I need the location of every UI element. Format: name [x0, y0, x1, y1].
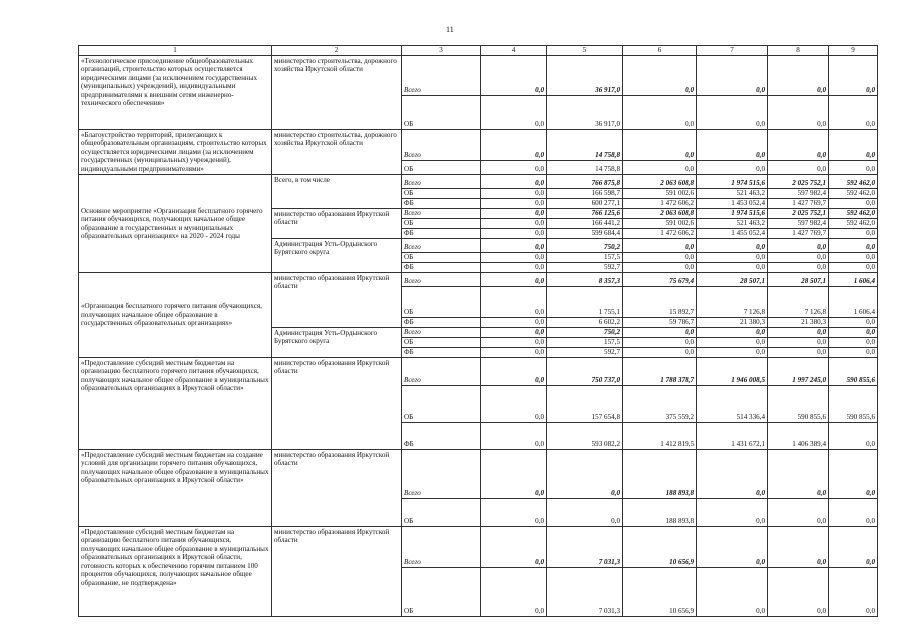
- amount-cell: 592,7: [547, 347, 623, 357]
- amount-cell: 28 507,1: [768, 272, 829, 286]
- column-number: 2: [272, 46, 402, 56]
- amount-cell: 0,0: [829, 55, 878, 95]
- amount-cell: 1 406 389,4: [768, 422, 829, 449]
- amount-cell: 0,0: [768, 262, 829, 272]
- executor-name: Всего, в том числе: [272, 174, 402, 208]
- amount-cell: 7 031,3: [547, 526, 623, 567]
- executor-name: министерство строительства, дорожного хозяйства Иркутской области: [272, 55, 402, 129]
- amount-cell: 2 063 608,8: [623, 174, 697, 188]
- amount-cell: 0,0: [768, 252, 829, 262]
- amount-cell: 157,5: [547, 337, 623, 347]
- funding-source: Всего: [402, 272, 481, 286]
- amount-cell: 590 855,6: [829, 357, 878, 385]
- amount-cell: 0,0: [697, 327, 768, 337]
- table-row: [79, 55, 878, 95]
- amount-cell: 0,0: [829, 498, 878, 526]
- amount-cell: 0,0: [481, 357, 547, 385]
- amount-cell: 0,0: [829, 337, 878, 347]
- amount-cell: 0,0: [697, 129, 768, 160]
- amount-cell: 75 679,4: [623, 272, 697, 286]
- amount-cell: 0,0: [768, 526, 829, 567]
- table-row: [79, 357, 878, 385]
- column-number: 3: [402, 46, 481, 56]
- amount-cell: 0,0: [481, 526, 547, 567]
- column-number: 7: [697, 46, 768, 56]
- amount-cell: 1 974 515,6: [697, 208, 768, 218]
- table-row: [79, 129, 878, 160]
- amount-cell: 0,0: [697, 238, 768, 252]
- amount-cell: 0,0: [768, 327, 829, 337]
- amount-cell: 593 082,2: [547, 422, 623, 449]
- amount-cell: 597 982,4: [768, 188, 829, 198]
- amount-cell: 166 441,2: [547, 218, 623, 228]
- amount-cell: 0,0: [623, 337, 697, 347]
- amount-cell: 21 380,3: [697, 317, 768, 327]
- amount-cell: 0,0: [481, 422, 547, 449]
- amount-cell: 188 893,8: [623, 449, 697, 498]
- amount-cell: 10 656,9: [623, 526, 697, 567]
- column-number: 1: [79, 46, 272, 56]
- amount-cell: 0,0: [768, 567, 829, 616]
- amount-cell: 14 758,8: [547, 160, 623, 174]
- amount-cell: 0,0: [481, 95, 547, 129]
- executor-name: министерство образования Иркутской области: [272, 526, 402, 616]
- amount-cell: 7 126,8: [768, 286, 829, 317]
- funding-source: ОБ: [402, 160, 481, 174]
- amount-cell: 0,0: [481, 567, 547, 616]
- amount-cell: 0,0: [481, 337, 547, 347]
- amount-cell: 0,0: [481, 347, 547, 357]
- funding-source: Всего: [402, 208, 481, 218]
- amount-cell: 0,0: [768, 129, 829, 160]
- amount-cell: 1 472 606,2: [623, 228, 697, 238]
- amount-cell: 1 946 008,5: [697, 357, 768, 385]
- amount-cell: 0,0: [623, 95, 697, 129]
- amount-cell: 590 855,6: [768, 385, 829, 422]
- table-row: [79, 174, 878, 188]
- amount-cell: 0,0: [829, 317, 878, 327]
- amount-cell: 0,0: [623, 347, 697, 357]
- amount-cell: 0,0: [829, 526, 878, 567]
- amount-cell: 0,0: [481, 449, 547, 498]
- amount-cell: 0,0: [481, 55, 547, 95]
- column-number: 8: [768, 46, 829, 56]
- amount-cell: 1 431 672,1: [697, 422, 768, 449]
- amount-cell: 0,0: [829, 129, 878, 160]
- amount-cell: 1 606,4: [829, 286, 878, 317]
- amount-cell: 1 755,1: [547, 286, 623, 317]
- funding-source: ФБ: [402, 347, 481, 357]
- amount-cell: 157,5: [547, 252, 623, 262]
- funding-source: ОБ: [402, 498, 481, 526]
- funding-source: ФБ: [402, 262, 481, 272]
- amount-cell: 597 982,4: [768, 218, 829, 228]
- amount-cell: 0,0: [481, 498, 547, 526]
- executor-name: Администрация Усть-Ордынского Бурятского округа: [272, 327, 402, 357]
- measure-name: «Благоустройство территорий, прилегающих к общеобразовательным организациям, строительство которых осуществляется юридическими лицами (за исключением государственных (муниципальных) учреждений), индивидуальными предпринимателями»: [79, 129, 272, 174]
- amount-cell: 0,0: [481, 198, 547, 208]
- amount-cell: 514 336,4: [697, 385, 768, 422]
- funding-source: Всего: [402, 327, 481, 337]
- executor-name: министерство образования Иркутской области: [272, 449, 402, 526]
- amount-cell: 0,0: [547, 449, 623, 498]
- amount-cell: 7 031,3: [547, 567, 623, 616]
- amount-cell: 8 357,3: [547, 272, 623, 286]
- amount-cell: 766 875,8: [547, 174, 623, 188]
- amount-cell: 59 786,7: [623, 317, 697, 327]
- funding-source: ОБ: [402, 252, 481, 262]
- measure-name: «Организация бесплатного горячего питания обучающихся, получающих начальное общее образование в государственных образовательных организациях»: [79, 272, 272, 357]
- amount-cell: 599 684,4: [547, 228, 623, 238]
- amount-cell: 0,0: [623, 160, 697, 174]
- amount-cell: 591 002,6: [623, 188, 697, 198]
- funding-source: ФБ: [402, 228, 481, 238]
- amount-cell: 0,0: [697, 262, 768, 272]
- funding-source: ФБ: [402, 198, 481, 208]
- amount-cell: 0,0: [623, 55, 697, 95]
- amount-cell: 166 598,7: [547, 188, 623, 198]
- amount-cell: 0,0: [697, 567, 768, 616]
- table-row: [79, 272, 878, 286]
- amount-cell: 375 559,2: [623, 385, 697, 422]
- amount-cell: 0,0: [623, 327, 697, 337]
- column-number: 5: [547, 46, 623, 56]
- amount-cell: 0,0: [623, 262, 697, 272]
- amount-cell: 188 893,8: [623, 498, 697, 526]
- amount-cell: 2 063 608,8: [623, 208, 697, 218]
- amount-cell: 0,0: [481, 272, 547, 286]
- amount-cell: 15 892,7: [623, 286, 697, 317]
- amount-cell: 1 455 052,4: [697, 228, 768, 238]
- amount-cell: 0,0: [481, 160, 547, 174]
- amount-cell: 0,0: [481, 208, 547, 218]
- amount-cell: 0,0: [829, 567, 878, 616]
- amount-cell: 0,0: [829, 422, 878, 449]
- amount-cell: 0,0: [697, 498, 768, 526]
- funding-source: ОБ: [402, 567, 481, 616]
- amount-cell: 0,0: [829, 95, 878, 129]
- amount-cell: 0,0: [481, 286, 547, 317]
- amount-cell: 2 025 752,1: [768, 208, 829, 218]
- amount-cell: 0,0: [481, 327, 547, 337]
- funding-source: Всего: [402, 357, 481, 385]
- executor-name: министерство образования Иркутской области: [272, 357, 402, 449]
- executor-name: министерство образования Иркутской области: [272, 272, 402, 327]
- amount-cell: 591 002,6: [623, 218, 697, 228]
- amount-cell: 592 462,0: [829, 188, 878, 198]
- amount-cell: 0,0: [481, 129, 547, 160]
- funding-source: Всего: [402, 526, 481, 567]
- amount-cell: 1 427 769,7: [768, 228, 829, 238]
- amount-cell: 36 917,0: [547, 55, 623, 95]
- amount-cell: 0,0: [829, 449, 878, 498]
- amount-cell: 0,0: [481, 238, 547, 252]
- amount-cell: 0,0: [481, 252, 547, 262]
- amount-cell: 0,0: [829, 327, 878, 337]
- amount-cell: 0,0: [697, 526, 768, 567]
- amount-cell: 21 380,3: [768, 317, 829, 327]
- amount-cell: 1 606,4: [829, 272, 878, 286]
- amount-cell: 0,0: [623, 252, 697, 262]
- amount-cell: 0,0: [623, 238, 697, 252]
- funding-source: ФБ: [402, 422, 481, 449]
- amount-cell: 0,0: [768, 449, 829, 498]
- amount-cell: 0,0: [829, 262, 878, 272]
- amount-cell: 0,0: [697, 252, 768, 262]
- amount-cell: 1 412 819,5: [623, 422, 697, 449]
- amount-cell: 1 472 606,2: [623, 198, 697, 208]
- amount-cell: 0,0: [768, 160, 829, 174]
- table-row: [79, 449, 878, 498]
- amount-cell: 0,0: [481, 228, 547, 238]
- amount-cell: 1 974 515,6: [697, 174, 768, 188]
- amount-cell: 0,0: [768, 55, 829, 95]
- amount-cell: 0,0: [697, 160, 768, 174]
- amount-cell: 592,7: [547, 262, 623, 272]
- amount-cell: 1 788 378,7: [623, 357, 697, 385]
- funding-source: ОБ: [402, 286, 481, 317]
- amount-cell: 0,0: [481, 262, 547, 272]
- amount-cell: 2 025 752,1: [768, 174, 829, 188]
- amount-cell: 750,2: [547, 327, 623, 337]
- amount-cell: 592 462,0: [829, 208, 878, 218]
- amount-cell: 0,0: [829, 198, 878, 208]
- measure-name: «Предоставление субсидий местным бюджетам на организацию бесплатного горячего питания обучающихся, получающих начальное общее образование в муниципальных образовательных организациях в Иркутской области»: [79, 357, 272, 449]
- amount-cell: 6 602,2: [547, 317, 623, 327]
- funding-source: ОБ: [402, 95, 481, 129]
- amount-cell: 750,2: [547, 238, 623, 252]
- amount-cell: 0,0: [829, 238, 878, 252]
- amount-cell: 0,0: [547, 498, 623, 526]
- measure-name: «Предоставление субсидий местным бюджетам на организацию бесплатного питания обучающихся, получающих начальное общее образование в муниципальных образовательных организациях в Иркутской области, готовность которых к обеспечению горячим питанием 100 процентов обучающихся, получающих начальное общее образование, не подтверждена»: [79, 526, 272, 616]
- amount-cell: 0,0: [768, 337, 829, 347]
- amount-cell: 0,0: [829, 252, 878, 262]
- amount-cell: 592 462,0: [829, 174, 878, 188]
- amount-cell: 600 277,1: [547, 198, 623, 208]
- column-number: 6: [623, 46, 697, 56]
- amount-cell: 0,0: [481, 385, 547, 422]
- funding-source: ОБ: [402, 218, 481, 228]
- amount-cell: 0,0: [481, 218, 547, 228]
- amount-cell: 14 758,8: [547, 129, 623, 160]
- amount-cell: 766 125,6: [547, 208, 623, 218]
- amount-cell: 592 462,0: [829, 218, 878, 228]
- amount-cell: 1 453 052,4: [697, 198, 768, 208]
- funding-source: ОБ: [402, 385, 481, 422]
- amount-cell: 0,0: [481, 317, 547, 327]
- column-number: 4: [481, 46, 547, 56]
- measure-name: «Технологическое присоединение общеобразовательных организаций, строительство которых осуществляется юридическими лицами (за исключением государственных (муниципальных) учреждений), индивидуальными предпринимателями к внешним сетям инженерно-технического обеспечения»: [79, 55, 272, 129]
- budget-table: [78, 45, 878, 617]
- amount-cell: 0,0: [768, 95, 829, 129]
- amount-cell: 36 917,0: [547, 95, 623, 129]
- measure-name: «Предоставление субсидий местным бюджетам на создание условий для организации горячего питания обучающихся, получающих начальное общее образование в муниципальных образовательных организациях в Иркутской области»: [79, 449, 272, 526]
- amount-cell: 1 997 245,0: [768, 357, 829, 385]
- amount-cell: 521 463,2: [697, 188, 768, 198]
- amount-cell: 0,0: [768, 498, 829, 526]
- executor-name: Администрация Усть-Ордынского Бурятского округа: [272, 238, 402, 272]
- amount-cell: 0,0: [768, 238, 829, 252]
- funding-source: Всего: [402, 55, 481, 95]
- column-number: 9: [829, 46, 878, 56]
- funding-source: ФБ: [402, 317, 481, 327]
- amount-cell: 0,0: [697, 55, 768, 95]
- amount-cell: 0,0: [481, 174, 547, 188]
- funding-source: Всего: [402, 449, 481, 498]
- header-row: [79, 46, 878, 56]
- funding-source: ОБ: [402, 188, 481, 198]
- amount-cell: 0,0: [481, 188, 547, 198]
- executor-name: министерство строительства, дорожного хозяйства Иркутской области: [272, 129, 402, 174]
- amount-cell: 0,0: [697, 95, 768, 129]
- amount-cell: 157 654,8: [547, 385, 623, 422]
- funding-source: Всего: [402, 129, 481, 160]
- amount-cell: 0,0: [697, 337, 768, 347]
- amount-cell: 10 656,9: [623, 567, 697, 616]
- amount-cell: 0,0: [829, 228, 878, 238]
- funding-source: Всего: [402, 174, 481, 188]
- amount-cell: 1 427 769,7: [768, 198, 829, 208]
- amount-cell: 0,0: [829, 347, 878, 357]
- amount-cell: 0,0: [829, 160, 878, 174]
- funding-source: Всего: [402, 238, 481, 252]
- funding-source: ОБ: [402, 337, 481, 347]
- amount-cell: 0,0: [623, 129, 697, 160]
- amount-cell: 0,0: [768, 347, 829, 357]
- amount-cell: 0,0: [697, 347, 768, 357]
- amount-cell: 7 126,8: [697, 286, 768, 317]
- executor-name: министерство образования Иркутской области: [272, 208, 402, 238]
- amount-cell: 590 855,6: [829, 385, 878, 422]
- amount-cell: 750 737,0: [547, 357, 623, 385]
- amount-cell: 0,0: [697, 449, 768, 498]
- page-number: 11: [446, 25, 454, 34]
- measure-name: Основное мероприятие «Организация бесплатного горячего питания обучающихся, получающих начальное общее образование в государственных и муниципальных образовательных организациях» на 2020 - 2024 годы: [79, 174, 272, 272]
- amount-cell: 521 463,2: [697, 218, 768, 228]
- amount-cell: 28 507,1: [697, 272, 768, 286]
- table-row: [79, 526, 878, 567]
